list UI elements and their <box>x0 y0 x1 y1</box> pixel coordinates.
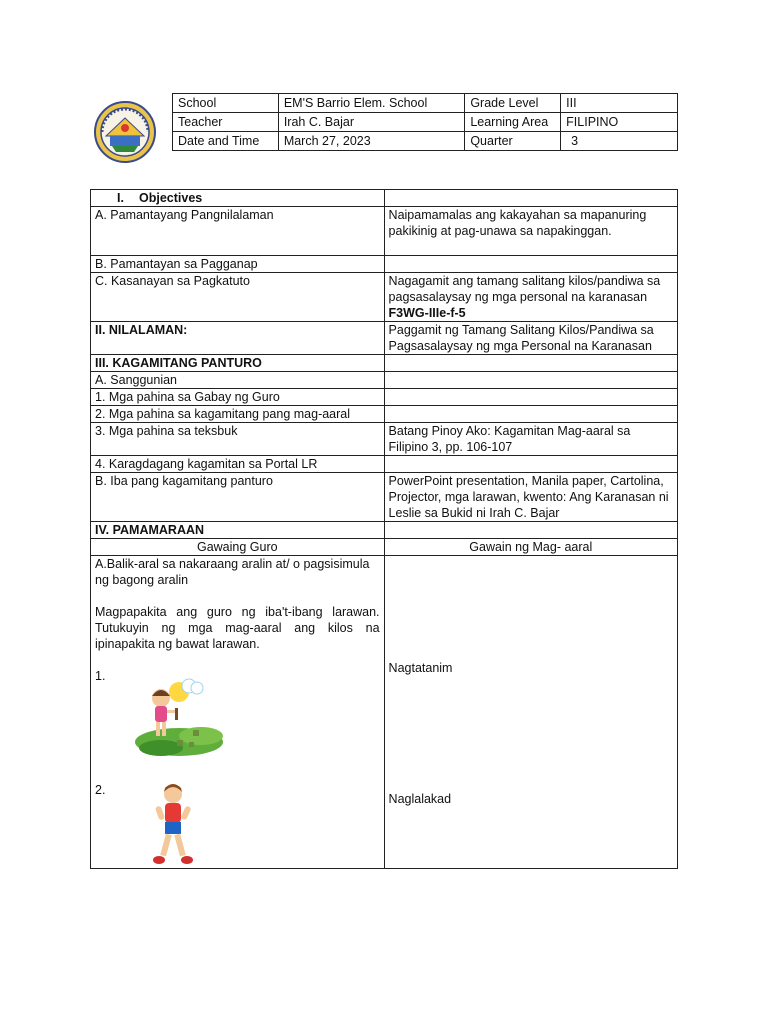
iba-pang-kagamitan-label: B. Iba pang kagamitang panturo <box>91 473 385 522</box>
kagamitang-mag-aaral-label: 2. Mga pahina sa kagamitang pang mag-aaral <box>91 406 385 423</box>
learning-area-value: FILIPINO <box>561 113 678 132</box>
nilalaman-value: Paggamit ng Tamang Salitang Kilos/Pandiwa sa Pagsasalaysay ng mga Personal na Karanasan <box>384 322 677 355</box>
pamamaraan-heading: IV. PAMAMARAAN <box>91 522 385 539</box>
teksbuk-label: 3. Mga pahina sa teksbuk <box>91 423 385 456</box>
balik-aral-label: A.Balik-aral sa nakaraang aralin at/ o pagsisimula ng bagong aralin <box>95 557 370 587</box>
header-info-table <box>172 93 678 151</box>
kasanayan-sa-pagkatuto-value <box>384 273 677 322</box>
competency-code: F3WG-IIIe-f-5 <box>388 306 466 320</box>
iba-pang-kagamitan-value: PowerPoint presentation, Manila paper, Cartolina, Projector, mga larawan, kwento: Ang Karanasan ni Leslie sa Bukid ni Irah C. Bajar <box>384 473 677 522</box>
activity-item-1 <box>95 668 380 760</box>
grade-level-value: III <box>561 94 678 113</box>
pamantayan-sa-pagganap-value <box>384 256 677 273</box>
item-1-number: 1. <box>95 669 106 683</box>
teksbuk-value: Batang Pinoy Ako: Kagamitan Mag-aaral sa Filipino 3, pp. 106-107 <box>384 423 677 456</box>
pamantayang-pangnilalaman-label: A. Pamantayang Pangnilalaman <box>91 207 385 256</box>
gawaing-guro-content <box>91 556 385 869</box>
item-2-number: 2. <box>95 783 106 797</box>
lesson-plan-table <box>90 189 678 869</box>
school-value: EM'S Barrio Elem. School <box>278 94 465 113</box>
gawaing-guro-header: Gawaing Guro <box>91 539 385 556</box>
pamantayan-sa-pagganap-label: B. Pamantayan sa Pagganap <box>91 256 385 273</box>
item-2-answer: Naglalakad <box>388 792 452 806</box>
teacher-label: Teacher <box>173 113 279 132</box>
learning-area-label: Learning Area <box>465 113 561 132</box>
date-time-value: March 27, 2023 <box>278 132 465 151</box>
girl-planting-image <box>131 668 223 760</box>
gawain-mag-aaral-header: Gawain ng Mag- aaral <box>384 539 677 556</box>
nilalaman-label: II. NILALAMAN: <box>91 322 385 355</box>
kagamitang-panturo-heading: III. KAGAMITANG PANTURO <box>91 355 385 372</box>
school-label: School <box>173 94 279 113</box>
objectives-label: Objectives <box>139 191 203 205</box>
gabay-ng-guro-label: 1. Mga pahina sa Gabay ng Guro <box>91 389 385 406</box>
objectives-number: I. <box>117 191 124 205</box>
grade-level-label: Grade Level <box>465 94 561 113</box>
pamantayang-pangnilalaman-value: Naipamamalas ang kakayahan sa mapanuring pakikinig at pag-unawa sa napakinggan. <box>384 207 677 256</box>
boy-walking-image <box>143 782 203 868</box>
item-1-answer: Nagtatanim <box>388 661 453 675</box>
teacher-value: Irah C. Bajar <box>278 113 465 132</box>
sanggunian-label: A. Sanggunian <box>91 372 385 389</box>
activity-item-2 <box>95 782 380 868</box>
quarter-label: Quarter <box>465 132 561 151</box>
objectives-heading <box>91 190 385 207</box>
school-seal-logo <box>94 100 156 164</box>
quarter-value: 3 <box>561 132 678 151</box>
portal-lr-label: 4. Karagdagang kagamitan sa Portal LR <box>91 456 385 473</box>
gawain-mag-aaral-content <box>384 556 677 869</box>
date-time-label: Date and Time <box>173 132 279 151</box>
instruction-text: Magpapakita ang guro ng iba't-ibang larawan. Tutukuyin ng mga mag-aaral ang kilos na ipinapakita ng bawat larawan. <box>95 605 380 651</box>
kasanayan-sa-pagkatuto-label: C. Kasanayan sa Pagkatuto <box>91 273 385 322</box>
kasanayan-text: Nagagamit ang tamang salitang kilos/pandiwa sa pagsasalaysay ng mga personal na karanasan <box>388 274 661 304</box>
